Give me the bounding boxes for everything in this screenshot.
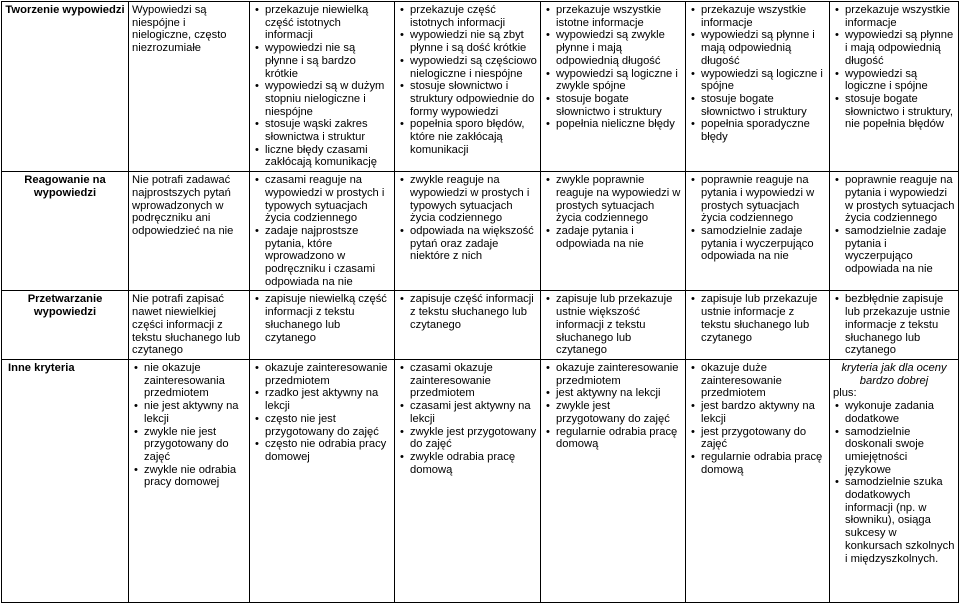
list-item: • wypowiedzi są logiczne i zwykle spójne: [544, 68, 682, 93]
criteria-cell: [830, 291, 959, 360]
criteria-cell: [541, 172, 686, 291]
criteria-list: [398, 362, 537, 476]
list-item: • zwykle nie odrabia pracy domowej: [132, 464, 246, 489]
list-item: • regularnie odrabia pracę domową: [544, 426, 682, 451]
table-row: [2, 291, 959, 360]
list-item: • popełnia nieliczne błędy: [544, 118, 682, 131]
list-item: • stosuje słownictwo i struktury odpowiednie do formy wypowiedzi: [398, 80, 537, 118]
criteria-cell: [686, 172, 830, 291]
list-item: • zwykle jest przygotowany do zajęć: [544, 400, 682, 425]
criteria-cell: [541, 291, 686, 360]
criteria-list: [689, 4, 826, 144]
list-item: • przekazuje wszystkie istotne informacje: [544, 4, 682, 29]
list-item: • wypowiedzi są w dużym stopniu nielogiczne i niespójne: [253, 80, 391, 118]
table-row: [2, 359, 959, 602]
list-item: • zwykle reaguje na wypowiedzi w prostych i typowych sytuacjach życia codziennego: [398, 174, 537, 225]
list-item: • samodzielnie zadaje pytania i wyczerpująco odpowiada na nie: [833, 225, 955, 276]
criteria-list: [544, 4, 682, 131]
criteria-text: Nie potrafi zadawać najprostszych pytań wprowadzonych w podręczniku ani odpowiedzieć na nie: [132, 174, 234, 237]
criteria-list: [833, 400, 955, 565]
list-item: • wypowiedzi są płynne i mają odpowiednią długość: [689, 29, 826, 67]
list-item: • zwykle odrabia pracę domową: [398, 451, 537, 476]
list-item: • zapisuje część informacji z tekstu słuchanego lub czytanego: [398, 293, 537, 331]
list-item: • zapisuje lub przekazuje ustnie większość informacji z tekstu słuchanego lub czytanego: [544, 293, 682, 357]
list-item: • wykonuje zadania dodatkowe: [833, 400, 955, 425]
list-item: • liczne błędy czasami zakłócają komunikację: [253, 144, 391, 169]
list-item: • stosuje wąski zakres słownictwa i struktur: [253, 118, 391, 143]
criteria-list: [833, 293, 955, 357]
list-item: • przekazuje wszystkie informacje: [689, 4, 826, 29]
list-item: • stosuje bogate słownictwo i struktury, nie popełnia błędów: [833, 93, 955, 131]
grading-criteria-table: [1, 1, 959, 603]
criteria-cell: [830, 172, 959, 291]
criteria-list: [689, 362, 826, 476]
list-item: • zwykle jest przygotowany do zajęć: [398, 426, 537, 451]
list-item: • okazuje duże zainteresowanie przedmiotem: [689, 362, 826, 400]
criteria-list: [544, 293, 682, 357]
list-item: • samodzielnie zadaje pytania i wyczerpująco odpowiada na nie: [689, 225, 826, 263]
list-item: • wypowiedzi są częściowo nielogiczne i niespójne: [398, 55, 537, 80]
criteria-cell: [395, 172, 541, 291]
list-item: • zwykle nie jest przygotowany do zajęć: [132, 426, 246, 464]
criteria-list: [253, 174, 391, 288]
criteria-list: [833, 4, 955, 131]
criteria-cell: [250, 359, 395, 602]
criteria-intro: kryteria jak dla oceny bardzo dobrej: [841, 361, 947, 387]
list-item: • stosuje bogate słownictwo i struktury: [689, 93, 826, 118]
list-item: • poprawnie reaguje na pytania i wypowiedzi w prostych sytuacjach życia codziennego: [833, 174, 955, 225]
list-item: • przekazuje wszystkie informacje: [833, 4, 955, 29]
list-item: • rzadko jest aktywny na lekcji: [253, 387, 391, 412]
criteria-cell: [129, 172, 250, 291]
list-item: • nie okazuje zainteresowania przedmiotem: [132, 362, 246, 400]
list-item: • zadaje pytania i odpowiada na nie: [544, 225, 682, 250]
table-row: [2, 2, 959, 172]
criteria-cell: [830, 359, 959, 602]
criteria-text: Wypowiedzi są niespójne i nielogiczne, często niezrozumiałe: [132, 4, 227, 55]
list-item: • okazuje zainteresowanie przedmiotem: [253, 362, 391, 387]
criteria-text: Nie potrafi zapisać nawet niewielkiej części informacji z tekstu słuchanego lub czytanego: [132, 293, 241, 357]
criteria-list: [253, 4, 391, 169]
row-header: Inne kryteria: [2, 359, 129, 602]
list-item: • regularnie odrabia pracę domową: [689, 451, 826, 476]
criteria-list: [398, 293, 537, 331]
list-item: • często nie jest przygotowany do zajęć: [253, 413, 391, 438]
list-item: • jest przygotowany do zajęć: [689, 426, 826, 451]
criteria-cell: [250, 291, 395, 360]
criteria-list: [689, 174, 826, 263]
criteria-cell: [395, 2, 541, 172]
criteria-cell: [129, 291, 250, 360]
list-item: • okazuje zainteresowanie przedmiotem: [544, 362, 682, 387]
criteria-cell: [686, 2, 830, 172]
list-item: • jest bardzo aktywny na lekcji: [689, 400, 826, 425]
list-item: • samodzielnie doskonali swoje umiejętności językowe: [833, 426, 955, 477]
criteria-cell: [395, 359, 541, 602]
criteria-list: [398, 4, 537, 156]
criteria-cell: [830, 2, 959, 172]
list-item: • nie jest aktywny na lekcji: [132, 400, 246, 425]
criteria-cell: [541, 359, 686, 602]
criteria-list: [689, 293, 826, 344]
criteria-cell: [686, 359, 830, 602]
criteria-list: [253, 362, 391, 464]
list-item: • czasami reaguje na wypowiedzi w prostych i typowych sytuacjach życia codziennego: [253, 174, 391, 225]
list-item: • często nie odrabia pracy domowej: [253, 438, 391, 463]
list-item: • wypowiedzi są logiczne i spójne: [689, 68, 826, 93]
criteria-cell: [129, 359, 250, 602]
row-header: Tworzenie wypowiedzi: [2, 2, 129, 172]
list-item: • zapisuje lub przekazuje ustnie informacje z tekstu słuchanego lub czytanego: [689, 293, 826, 344]
list-item: • przekazuje część istotnych informacji: [398, 4, 537, 29]
list-item: • wypowiedzi są zwykle płynne i mają odpowiednią długość: [544, 29, 682, 67]
list-item: • stosuje bogate słownictwo i struktury: [544, 93, 682, 118]
list-item: • czasami okazuje zainteresowanie przedmiotem: [398, 362, 537, 400]
list-item: • poprawnie reaguje na pytania i wypowiedzi w prostych sytuacjach życia codziennego: [689, 174, 826, 225]
criteria-cell: [395, 291, 541, 360]
criteria-cell: [250, 172, 395, 291]
criteria-cell: [541, 2, 686, 172]
criteria-cell: [129, 2, 250, 172]
list-item: • wypowiedzi nie są zbyt płynne i są dość krótkie: [398, 29, 537, 54]
criteria-cell: [686, 291, 830, 360]
row-header: Przetwarzanie wypowiedzi: [2, 291, 129, 360]
list-item: • przekazuje niewielką część istotnych informacji: [253, 4, 391, 42]
list-item: • popełnia sporo błędów, które nie zakłócają komunikacji: [398, 118, 537, 156]
list-item: • odpowiada na większość pytań oraz zadaje niektóre z nich: [398, 225, 537, 263]
list-item: • zadaje najprostsze pytania, które wprowadzono w podręczniku i czasami odpowiada na nie: [253, 225, 391, 289]
criteria-list: [544, 362, 682, 451]
list-item: • jest aktywny na lekcji: [544, 387, 682, 400]
criteria-list: [253, 293, 391, 344]
row-header: Reagowanie na wypowiedzi: [2, 172, 129, 291]
list-item: • zwykle poprawnie reaguje na wypowiedzi w prostych sytuacjach życia codziennego: [544, 174, 682, 225]
list-item: • bezbłędnie zapisuje lub przekazuje ustnie informacje z tekstu słuchanego lub czytanego: [833, 293, 955, 357]
table-row: [2, 172, 959, 291]
list-item: • zapisuje niewielką część informacji z tekstu słuchanego lub czytanego: [253, 293, 391, 344]
criteria-cell: [250, 2, 395, 172]
list-item: • czasami jest aktywny na lekcji: [398, 400, 537, 425]
list-item: • wypowiedzi nie są płynne i są bardzo krótkie: [253, 42, 391, 80]
criteria-list: [544, 174, 682, 250]
criteria-list: [833, 174, 955, 276]
criteria-list: [132, 362, 246, 489]
criteria-list: [398, 174, 537, 263]
list-item: • popełnia sporadyczne błędy: [689, 118, 826, 143]
list-item: • samodzielnie szuka dodatkowych informacji (np. w słowniku), osiąga sukcesy w konkursach szkolnych i międzyszkolnych.: [833, 476, 955, 565]
list-item: • wypowiedzi są logiczne i spójne: [833, 68, 955, 93]
criteria-intro-suffix: plus:: [833, 387, 857, 400]
list-item: • wypowiedzi są płynne i mają odpowiednią długość: [833, 29, 955, 67]
